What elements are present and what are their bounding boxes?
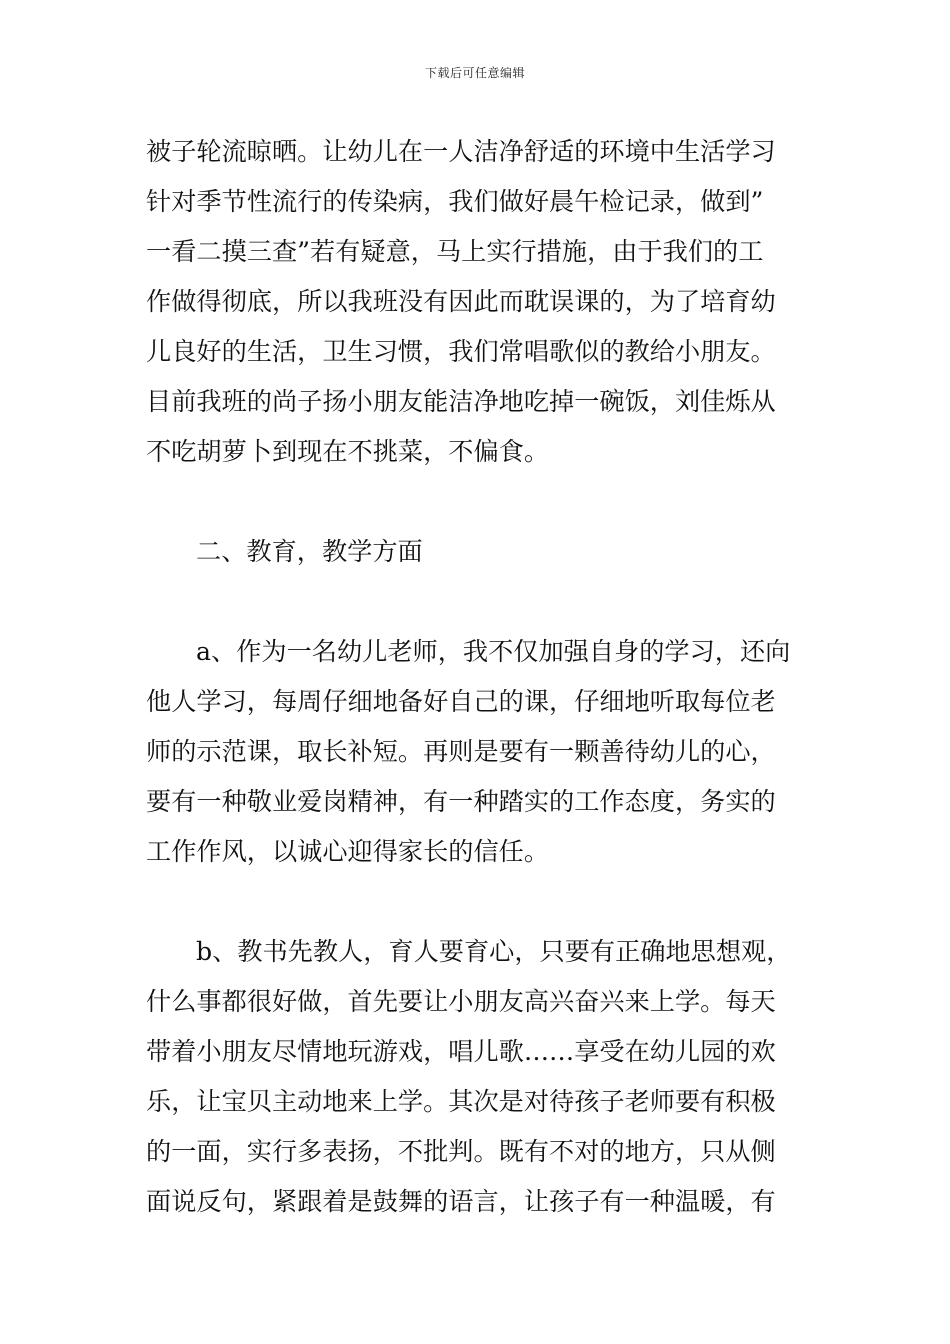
paragraph-line: a、作为一名幼儿老师，我不仅加强自身的学习，还向	[196, 637, 791, 666]
paragraph-line: 不吃胡萝卜到现在不挑菜，不偏食。	[146, 437, 549, 466]
paragraph-hygiene	[146, 127, 810, 477]
paragraph-line: 带着小朋友尽情地玩游戏，唱儿歌……享受在幼儿园的欢	[146, 1037, 776, 1066]
paragraph-line: b、教书先教人，育人要育心，只要有正确地思想观，	[196, 937, 792, 966]
paragraph-gap	[146, 877, 810, 927]
document-body	[146, 127, 810, 1227]
paragraph-line: 儿良好的生活，卫生习惯，我们常唱歌似的教给小朋友。	[146, 337, 776, 366]
paragraph-gap	[146, 477, 810, 527]
paragraph-line: 针对季节性流行的传染病，我们做好晨午检记录，做到”	[146, 187, 764, 216]
paragraph-a	[146, 627, 810, 877]
paragraph-line: 被子轮流晾晒。让幼儿在一人洁净舒适的环境中生活学习	[146, 137, 776, 166]
paragraph-line: 要有一种敬业爱岗精神，有一种踏实的工作态度，务实的	[146, 787, 776, 816]
paragraph-b	[146, 927, 810, 1227]
paragraph-line: 什么事都很好做，首先要让小朋友高兴奋兴来上学。每天	[146, 987, 776, 1016]
paragraph-line: 师的示范课，取长补短。再则是要有一颗善待幼儿的心，	[146, 737, 776, 766]
paragraph-line: 工作作风，以诚心迎得家长的信任。	[146, 837, 549, 866]
paragraph-line: 一看二摸三查”若有疑意，马上实行措施，由于我们的工	[146, 237, 764, 266]
page-header: 下载后可任意编辑	[424, 66, 525, 80]
paragraph-line: 他人学习，每周仔细地备好自己的课，仔细地听取每位老	[146, 687, 776, 716]
section-heading: 二、教育，教学方面	[196, 537, 423, 566]
paragraph-line: 作做得彻底，所以我班没有因此而耽误课的，为了培育幼	[146, 287, 776, 316]
paragraph-gap	[146, 577, 810, 627]
paragraph-line: 目前我班的尚子扬小朋友能洁净地吃掉一碗饭，刘佳烁从	[146, 387, 776, 416]
paragraph-line: 的一面，实行多表扬，不批判。既有不对的地方，只从侧	[146, 1137, 776, 1166]
paragraph-line: 面说反句，紧跟着是鼓舞的语言，让孩子有一种温暖，有	[146, 1187, 776, 1216]
paragraph-line: 乐，让宝贝主动地来上学。其次是对待孩子老师要有积极	[146, 1087, 776, 1116]
